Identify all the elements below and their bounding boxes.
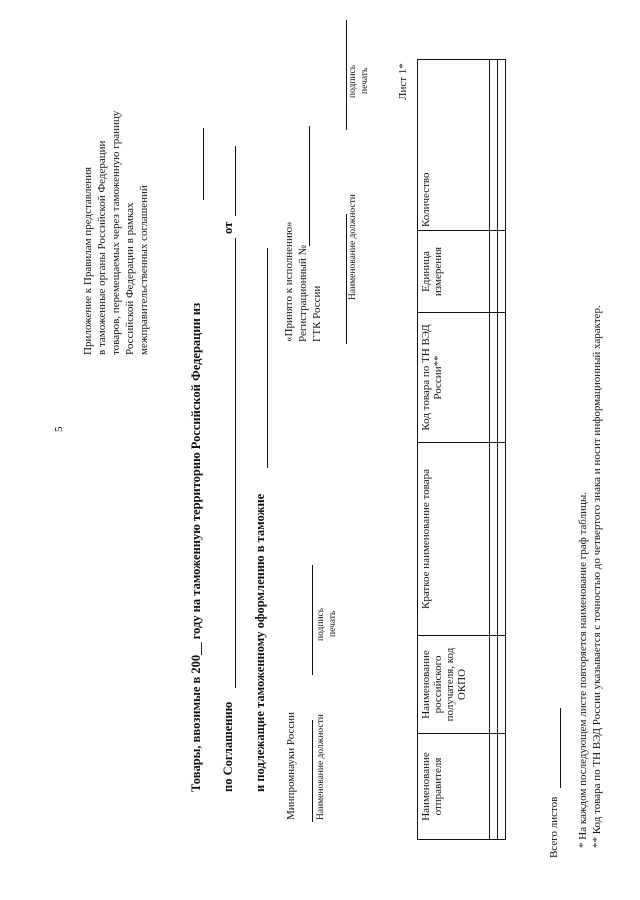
total-sheets-line xyxy=(560,708,561,788)
registration-number-line xyxy=(309,126,310,246)
agreement-date-line xyxy=(235,146,236,216)
country-blank-line xyxy=(203,128,204,200)
left-signature-label: подпись xyxy=(316,607,326,641)
table-cell xyxy=(498,443,506,636)
right-stamp-label: печать xyxy=(360,67,370,94)
agreement-date-label: от xyxy=(221,221,235,234)
header-quantity: Количество xyxy=(418,60,490,231)
left-stamp-label: печать xyxy=(328,610,338,637)
right-position-line xyxy=(346,214,347,344)
header-tnved-code: Код товара по ТН ВЭД России** xyxy=(418,313,490,443)
table-cell xyxy=(490,60,498,231)
total-sheets-label: Всего листов xyxy=(548,796,560,858)
appendix-line: товаров, перемещаемых через таможенную границу xyxy=(110,110,122,355)
table-cell xyxy=(490,636,498,734)
page-number: 5 xyxy=(53,426,65,432)
registration-number-label: Регистрационный № xyxy=(297,244,309,342)
table-row xyxy=(490,60,498,840)
form-title: Товары, ввозимые в 200__ году на таможенную территорию Российской Федерации из xyxy=(189,302,203,792)
table-header-row xyxy=(418,60,490,840)
right-signature-line xyxy=(346,20,347,130)
customs-blank-line xyxy=(267,248,268,468)
table-cell xyxy=(498,60,506,231)
accepted-label: «Принято к исполнению» xyxy=(283,221,295,342)
appendix-line: межправительственных соглашений xyxy=(138,185,150,355)
table-cell xyxy=(498,231,506,313)
table-cell xyxy=(498,636,506,734)
table-cell xyxy=(490,734,498,840)
customs-label: и подлежащие таможенному оформлению в таможне xyxy=(253,493,267,792)
left-position-label: Наименование должности xyxy=(316,714,326,820)
table-cell xyxy=(490,313,498,443)
left-position-line xyxy=(312,720,313,822)
header-sender: Наименование отправителя xyxy=(418,734,490,840)
customs-committee-name: ГТК России xyxy=(311,285,323,342)
sheet-number-label: Лист 1* xyxy=(397,63,409,100)
footnote-2: ** Код товара по ТН ВЭД России указывается с точностью до четвертого знака и носит информационный характер. xyxy=(591,305,603,848)
table-cell xyxy=(490,231,498,313)
table-row xyxy=(498,60,506,840)
left-signature-line xyxy=(312,565,313,675)
header-recipient: Наименование российского получателя, код ОКПО xyxy=(418,636,490,734)
right-signature-label: подпись xyxy=(348,64,358,98)
header-goods-name: Краткое наименование товара xyxy=(418,443,490,636)
table-cell xyxy=(490,443,498,636)
header-unit: Единица измерения xyxy=(418,231,490,313)
appendix-line: Российской Федерации в рамках xyxy=(124,202,136,355)
right-position-label: Наименование должности xyxy=(348,194,358,300)
appendix-line: в таможенные органы Российской Федерации xyxy=(96,140,108,355)
ministry-name: Минпромнауки России xyxy=(285,711,297,820)
goods-table xyxy=(417,59,506,840)
agreement-blank-line xyxy=(235,238,236,688)
agreement-label: по Соглашению xyxy=(221,701,235,792)
footnote-1: * На каждом последующем листе повторяется наименование граф таблицы. xyxy=(577,491,589,848)
table-cell xyxy=(498,734,506,840)
table-cell xyxy=(498,313,506,443)
appendix-line: Приложение к Правилам представления xyxy=(82,166,94,355)
